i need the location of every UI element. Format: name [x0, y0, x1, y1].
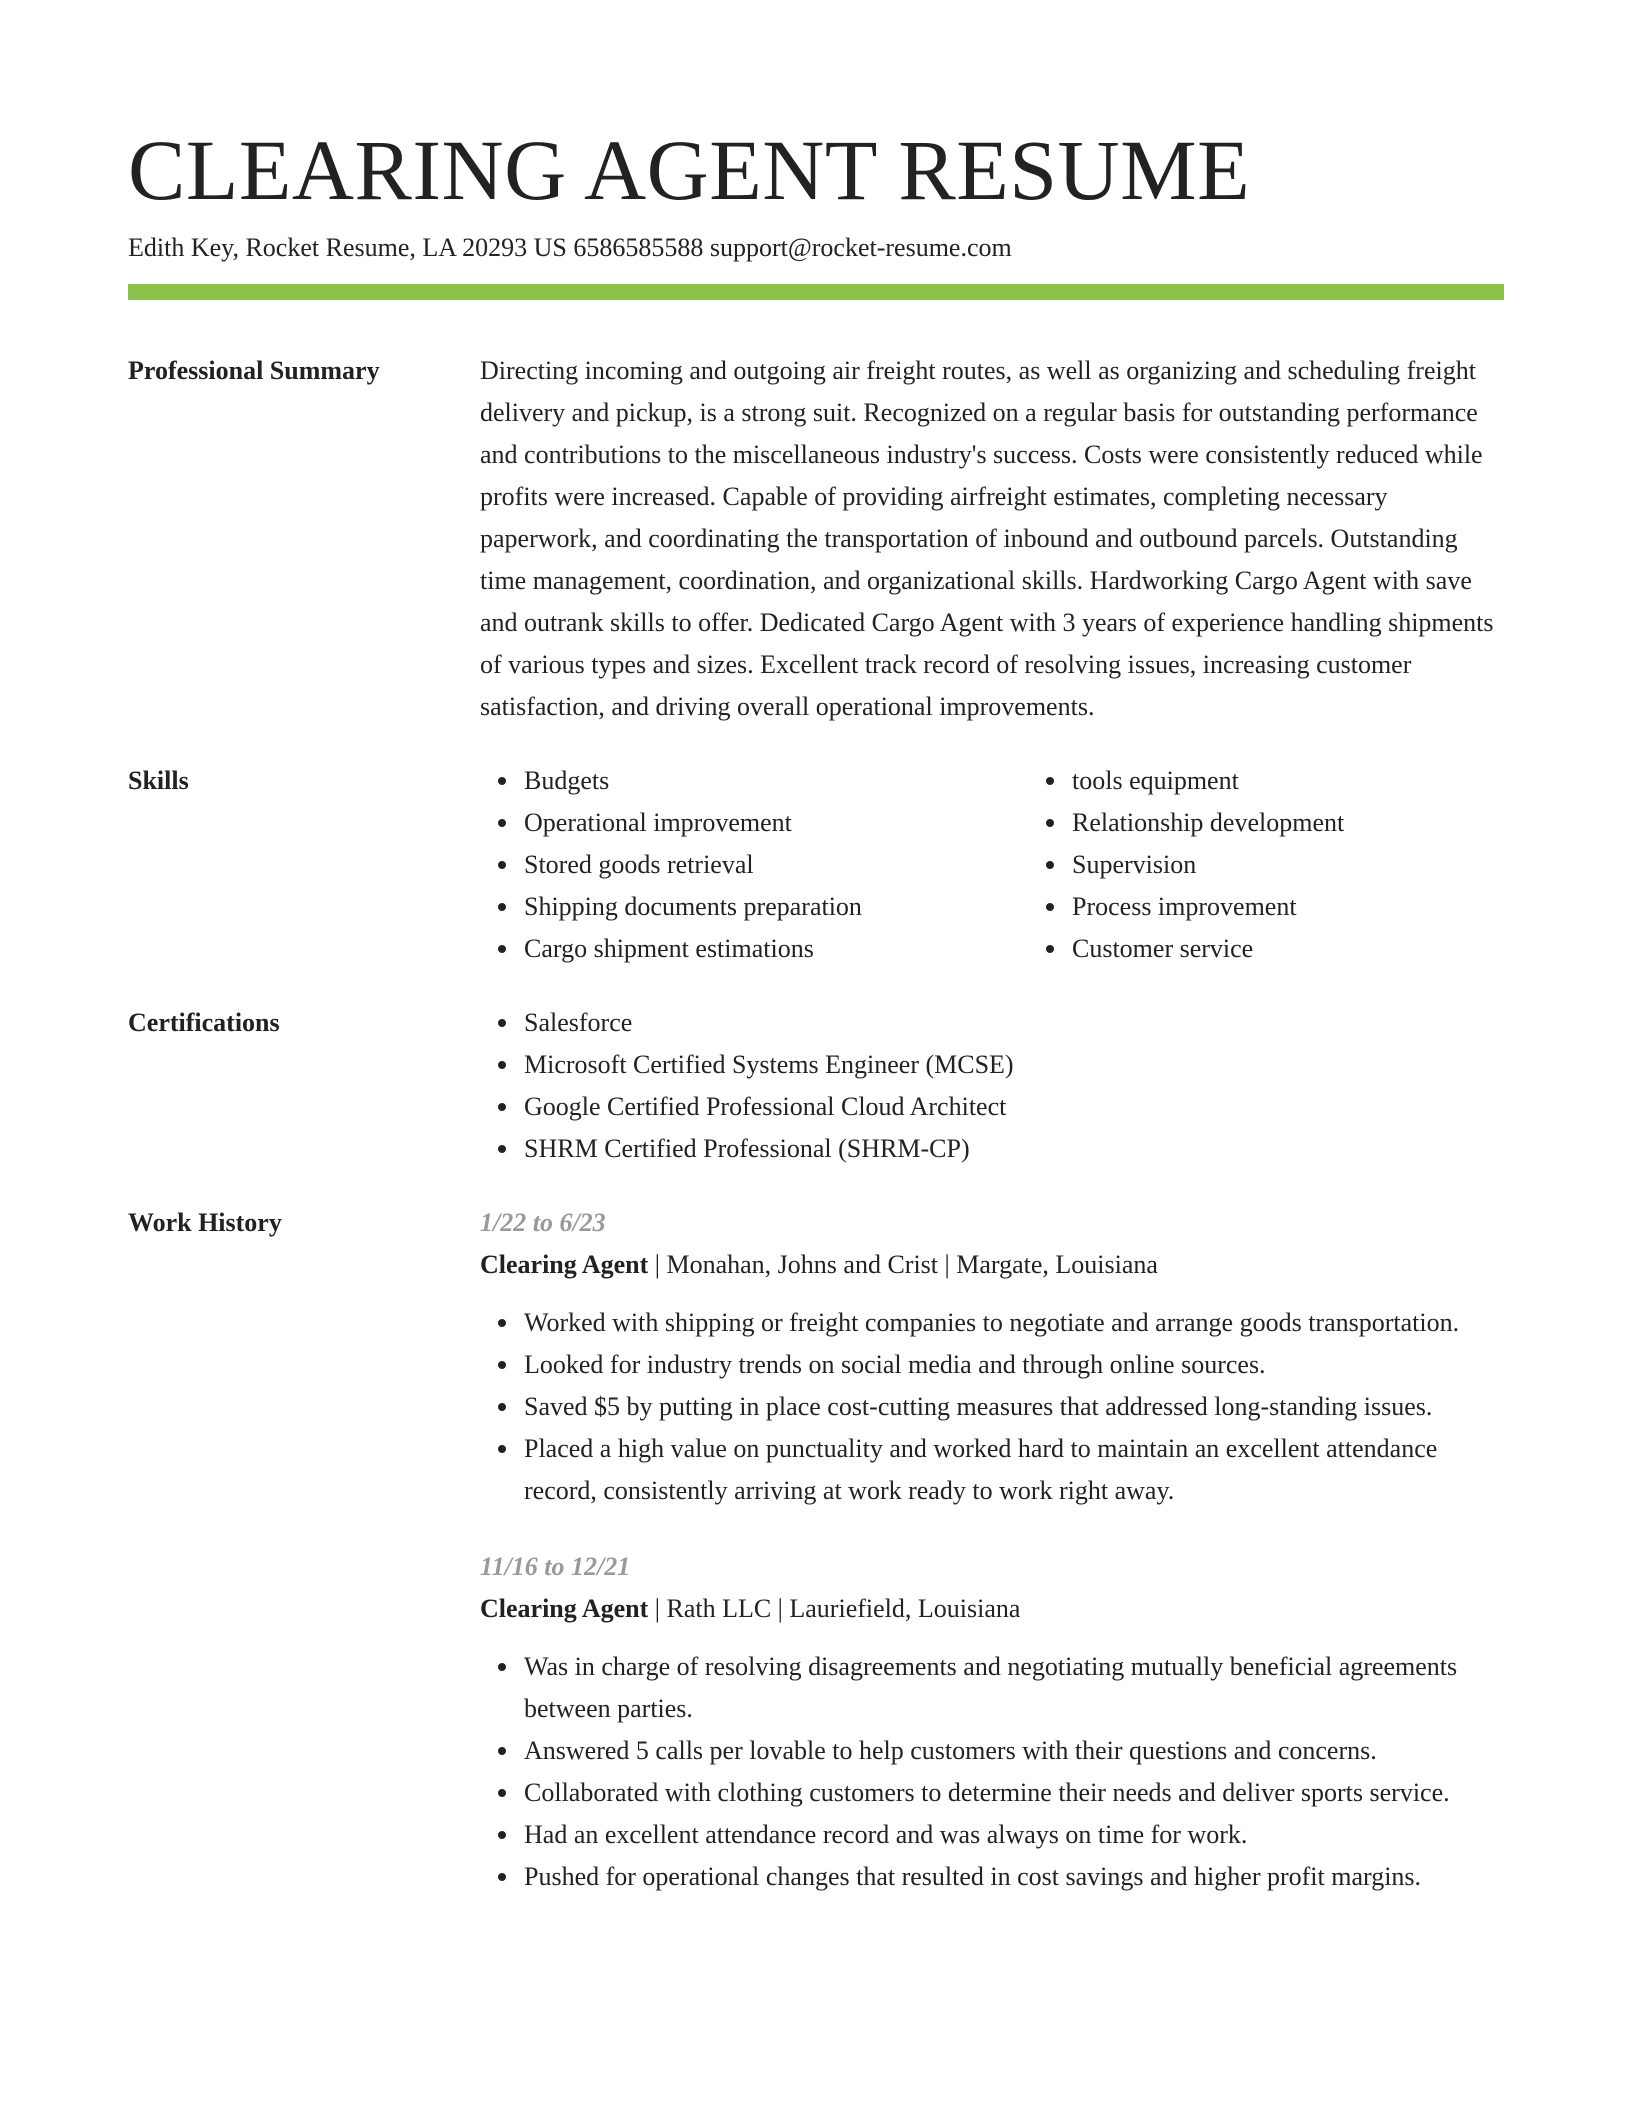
certifications-body: [480, 1002, 1504, 1170]
certifications-section: [128, 1002, 1504, 1170]
skill-item: Shipping documents preparation: [524, 886, 1028, 928]
skill-item: Customer service: [1072, 928, 1576, 970]
certification-item: Google Certified Professional Cloud Architect: [524, 1086, 1504, 1128]
job-title: Clearing Agent: [480, 1594, 649, 1623]
skill-item: Operational improvement: [524, 802, 1028, 844]
job-bullets: [480, 1302, 1504, 1512]
job-entry: [480, 1202, 1504, 1512]
job-entry: [480, 1546, 1504, 1898]
skills-list-left: [480, 760, 1028, 970]
resume-page: [128, 120, 1504, 1898]
contact-line: Edith Key, Rocket Resume, LA 20293 US 6586585588 support@rocket-resume.com: [128, 233, 1012, 262]
professional-summary-section: [128, 350, 1504, 728]
skill-item: Process improvement: [1072, 886, 1576, 928]
job-dates: 11/16 to 12/21: [480, 1552, 631, 1581]
job-bullet: Placed a high value on punctuality and worked hard to maintain an excellent attendance record, consistently arriving at work ready to work right away.: [524, 1428, 1504, 1512]
job-bullet: Pushed for operational changes that resulted in cost savings and higher profit margins.: [524, 1856, 1504, 1898]
work-history-body: [480, 1202, 1504, 1898]
skills-grid: [480, 760, 1576, 970]
job-dates: 1/22 to 6/23: [480, 1208, 606, 1237]
job-header: [480, 1588, 1504, 1630]
certification-item: Salesforce: [524, 1002, 1504, 1044]
skills-list-right: [1028, 760, 1576, 970]
job-bullet: Was in charge of resolving disagreements and negotiating mutually beneficial agreements between parties.: [524, 1646, 1504, 1730]
job-bullet: Worked with shipping or freight companies to negotiate and arrange goods transportation.: [524, 1302, 1504, 1344]
skill-item: Stored goods retrieval: [524, 844, 1028, 886]
work-history-section: [128, 1202, 1504, 1898]
section-label-certifications: Certifications: [128, 1008, 280, 1037]
section-label-skills: Skills: [128, 766, 189, 795]
summary-text: Directing incoming and outgoing air freight routes, as well as organizing and scheduling freight delivery and pickup, is a strong suit. Recognized on a regular basis for outstanding performance and contributions to the miscellaneous industry's success. Costs were consistently reduced while profits were increased. Capable of providing airfreight estimates, completing necessary paperwork, and coordinating the transportation of inbound and outbound parcels. Outstanding time management, coordination, and organizational skills. Hardworking Cargo Agent with save and outrank skills to offer. Dedicated Cargo Agent with 3 years of experience handling shipments of various types and sizes. Excellent track record of resolving issues, increasing customer satisfaction, and driving overall operational improvements.: [480, 356, 1494, 721]
job-bullet: Collaborated with clothing customers to determine their needs and deliver sports service.: [524, 1772, 1504, 1814]
skill-item: Supervision: [1072, 844, 1576, 886]
job-header: [480, 1244, 1504, 1286]
skills-section: [128, 760, 1504, 970]
skill-item: Relationship development: [1072, 802, 1576, 844]
certifications-list: [480, 1002, 1504, 1170]
job-bullet: Saved $5 by putting in place cost-cutting measures that addressed long-standing issues.: [524, 1386, 1504, 1428]
section-label-work-history: Work History: [128, 1208, 282, 1237]
job-details: | Monahan, Johns and Crist | Margate, Louisiana: [648, 1250, 1158, 1279]
skill-item: tools equipment: [1072, 760, 1576, 802]
certification-item: Microsoft Certified Systems Engineer (MCSE): [524, 1044, 1504, 1086]
accent-divider: [128, 284, 1504, 300]
skill-item: Cargo shipment estimations: [524, 928, 1028, 970]
job-bullets: [480, 1646, 1504, 1898]
job-bullet: Answered 5 calls per lovable to help customers with their questions and concerns.: [524, 1730, 1504, 1772]
resume-title: CLEARING AGENT RESUME: [128, 122, 1251, 218]
job-title: Clearing Agent: [480, 1250, 649, 1279]
section-label-summary: Professional Summary: [128, 356, 380, 385]
certification-item: SHRM Certified Professional (SHRM-CP): [524, 1128, 1504, 1170]
job-bullet: Had an excellent attendance record and was always on time for work.: [524, 1814, 1504, 1856]
job-bullet: Looked for industry trends on social media and through online sources.: [524, 1344, 1504, 1386]
job-details: | Rath LLC | Lauriefield, Louisiana: [648, 1594, 1021, 1623]
skill-item: Budgets: [524, 760, 1028, 802]
